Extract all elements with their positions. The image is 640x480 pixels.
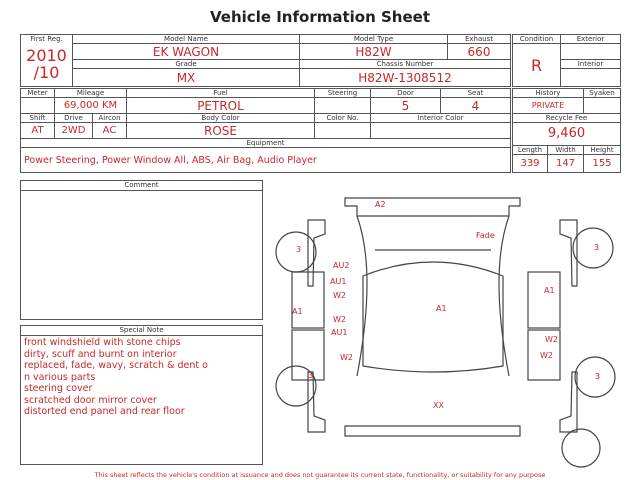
condition-label: Condition bbox=[513, 35, 561, 44]
special-note-label: Special Note bbox=[21, 326, 262, 336]
chassis-number-label: Chassis Number bbox=[300, 60, 511, 69]
mark-wheel-rl: 3 bbox=[308, 371, 314, 380]
special-note-line: n various parts bbox=[24, 371, 96, 383]
shift-value: AT bbox=[21, 123, 55, 139]
disclaimer-footer: This sheet reflects the vehicle's condition at issuance and does not guarantee its current state, functionality, or suitability for any purpose bbox=[94, 471, 546, 479]
header-table bbox=[20, 34, 511, 87]
first-reg-year: 2010 bbox=[26, 46, 67, 65]
height-value: 155 bbox=[584, 155, 621, 173]
mileage-value: 69,000 KM bbox=[55, 98, 127, 114]
mark-w2-left-mid: W2 bbox=[333, 315, 346, 324]
mark-w2-left-lower: W2 bbox=[340, 353, 353, 362]
first-reg-label: First Reg. bbox=[30, 35, 63, 43]
history-label: History bbox=[513, 89, 584, 98]
mark-fade: Fade bbox=[476, 231, 495, 240]
width-label: Width bbox=[548, 146, 584, 155]
mark-au2: AU2 bbox=[333, 261, 350, 270]
fuel-value: PETROL bbox=[127, 98, 315, 114]
syaken-value bbox=[584, 98, 621, 114]
left-rear-fender-outline bbox=[308, 372, 325, 432]
mark-wheel-fl: 3 bbox=[296, 245, 302, 254]
condition-value: R bbox=[513, 44, 561, 87]
model-type-label: Model Type bbox=[300, 35, 448, 44]
exterior-label: Exterior bbox=[561, 35, 621, 44]
aircon-value: AC bbox=[93, 123, 127, 139]
special-note-line: steering cover bbox=[24, 383, 93, 394]
special-note-line: distorted end panel and rear floor bbox=[24, 406, 185, 417]
exhaust-label: Exhaust bbox=[448, 35, 511, 44]
shift-label: Shift bbox=[21, 114, 55, 123]
mark-au1-lower: AU1 bbox=[331, 328, 348, 337]
drive-value: 2WD bbox=[55, 123, 93, 139]
roof-outline bbox=[363, 262, 503, 372]
drive-label: Drive bbox=[55, 114, 93, 123]
fuel-label: Fuel bbox=[127, 89, 315, 98]
mark-wheel-fr: 3 bbox=[594, 243, 600, 252]
exterior-value bbox=[561, 44, 621, 60]
history-table bbox=[512, 88, 621, 173]
body-color-value: ROSE bbox=[127, 123, 315, 139]
height-label: Height bbox=[584, 146, 621, 155]
mark-a1-center: A1 bbox=[436, 304, 447, 313]
model-name-value: EK WAGON bbox=[73, 44, 300, 60]
rear-bumper-outline bbox=[345, 426, 520, 436]
mark-w2-left-upper: W2 bbox=[333, 291, 346, 300]
syaken-label: Syaken bbox=[584, 89, 621, 98]
special-note-line: replaced, fade, wavy, scratch & dent o bbox=[24, 360, 208, 371]
length-label: Length bbox=[513, 146, 548, 155]
recycle-fee-value: 9,460 bbox=[513, 123, 621, 146]
body-outline bbox=[357, 216, 509, 376]
wheel-front-right bbox=[573, 228, 613, 268]
special-note-box bbox=[20, 325, 263, 465]
mark-a1-right: A1 bbox=[544, 286, 555, 295]
meter-value bbox=[21, 98, 55, 114]
interior-color-value bbox=[371, 123, 511, 139]
steering-value bbox=[315, 98, 371, 114]
mark-w2-right-mid: W2 bbox=[545, 335, 558, 344]
history-value: PRIVATE bbox=[513, 98, 584, 114]
comment-box bbox=[20, 180, 263, 320]
exhaust-value: 660 bbox=[448, 44, 511, 60]
car-damage-diagram bbox=[265, 180, 620, 470]
model-type-value: H82W bbox=[300, 44, 448, 60]
mark-au1-upper: AU1 bbox=[330, 277, 347, 286]
right-rear-fender-outline bbox=[560, 372, 577, 432]
color-no-value bbox=[315, 123, 371, 139]
mark-wheel-rr: 3 bbox=[595, 372, 601, 381]
right-front-door-outline bbox=[528, 272, 560, 328]
door-label: Door bbox=[371, 89, 441, 98]
equipment-value: Power Steering, Power Window All, ABS, Air Bag, Audio Player bbox=[24, 155, 317, 166]
recycle-fee-label: Recycle Fee bbox=[513, 114, 621, 123]
front-bumper-outline bbox=[345, 198, 520, 216]
seat-label: Seat bbox=[441, 89, 511, 98]
color-no-label: Color No. bbox=[315, 114, 371, 123]
condition-table bbox=[512, 34, 621, 87]
seat-value: 4 bbox=[441, 98, 511, 114]
meter-label: Meter bbox=[21, 89, 55, 98]
chassis-number-value: H82W-1308512 bbox=[300, 69, 511, 87]
specs-table bbox=[20, 88, 511, 173]
special-note-line: front windshield with stone chips bbox=[24, 337, 181, 348]
interior-label: Interior bbox=[561, 60, 621, 69]
grade-value: MX bbox=[73, 69, 300, 87]
grade-label: Grade bbox=[73, 60, 300, 69]
aircon-label: Aircon bbox=[93, 114, 127, 123]
interior-value bbox=[561, 69, 621, 87]
length-value: 339 bbox=[513, 155, 548, 173]
mark-a2-top: A2 bbox=[375, 200, 386, 209]
door-value: 5 bbox=[371, 98, 441, 114]
comment-label: Comment bbox=[21, 181, 262, 191]
equipment-label: Equipment bbox=[21, 139, 511, 148]
wheel-spare bbox=[562, 429, 600, 467]
body-color-label: Body Color bbox=[127, 114, 315, 123]
mileage-label: Mileage bbox=[55, 89, 127, 98]
first-reg-month: /10 bbox=[33, 63, 60, 82]
interior-color-label: Interior Color bbox=[371, 114, 511, 123]
sheet-title: Vehicle Information Sheet bbox=[210, 8, 430, 26]
special-note-line: scratched door mirror cover bbox=[24, 394, 157, 406]
special-note-line: dirty, scuff and burnt on interior bbox=[24, 348, 177, 360]
mark-xx: XX bbox=[433, 401, 444, 410]
mark-a1-left: A1 bbox=[292, 307, 303, 316]
right-front-fender-outline bbox=[560, 220, 577, 286]
steering-label: Steering bbox=[315, 89, 371, 98]
model-name-label: Model Name bbox=[73, 35, 300, 44]
width-value: 147 bbox=[548, 155, 584, 173]
mark-w2-right-lower: W2 bbox=[540, 351, 553, 360]
